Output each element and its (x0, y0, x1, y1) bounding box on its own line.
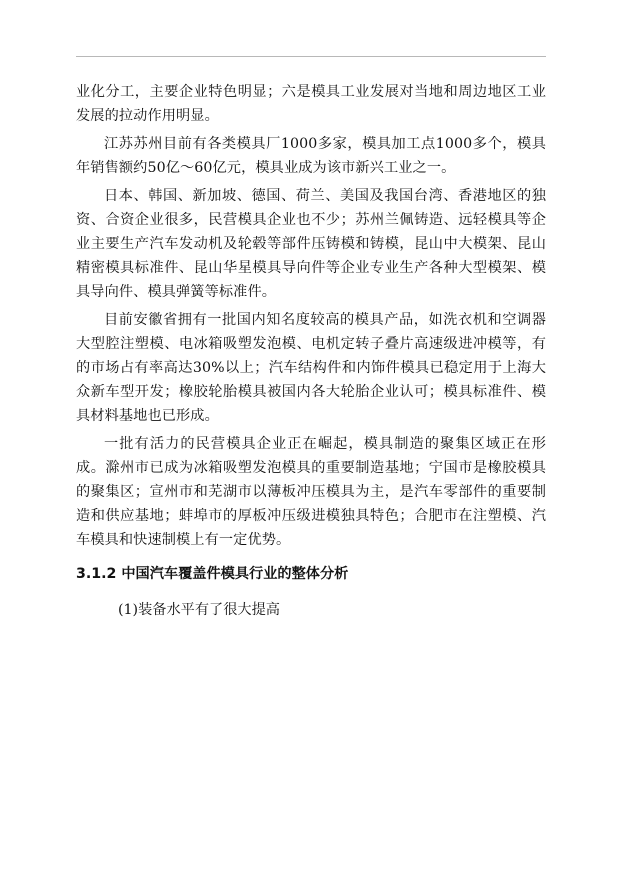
section-heading: 3.1.2 中国汽车覆盖件模具行业的整体分析 (76, 566, 349, 582)
paragraph-3: 日本、韩国、新加坡、德国、荷兰、美国及我国台湾、香港地区的独资、合资企业很多，民营模具企业也不少；苏州兰佩铸造、远轻模具等企业主要生产汽车发动机及轮毂等部件压铸模和铸模，昆山中大模架、昆山精密模具标准件、昆山华星模具导向件等企业专业生产各种大型模架、模具导向件、模具弹簧等标准件。 (76, 188, 546, 300)
paragraph-2: 江苏苏州目前有各类模具厂1000多家，模具加工点1000多个，模具年销售额约50亿～60亿元，模具业成为该市新兴工业之一。 (76, 136, 546, 176)
document-body (76, 80, 546, 622)
subsection-item: (1)装备水平有了很大提高 (118, 602, 280, 618)
header-rule (76, 56, 546, 57)
paragraph-5: 一批有活力的民营模具企业正在崛起，模具制造的聚集区域正在形成。滁州市已成为冰箱吸塑发泡模具的重要制造基地；宁国市是橡胶模具的聚集区；宣州市和芜湖市以薄板冲压模具为主，是汽车零部件的重要制造和供应基地；蚌埠市的厚板冲压级进模独具特色；合肥市在注塑模、汽车模具和快速制模上有一定优势。 (76, 436, 546, 548)
paragraph-4: 目前安徽省拥有一批国内知名度较高的模具产品，如洗衣机和空调器大型腔注塑模、电冰箱吸塑发泡模、电机定转子叠片高速级进冲模等，有的市场占有率高达30%以上；汽车结构件和内饰件模具已稳定用于上海大众新车型开发；橡胶轮胎模具被国内各大轮胎企业认可；模具标准件、模具材料基地也已形成。 (76, 312, 546, 424)
paragraph-1: 业化分工，主要企业特色明显；六是模具工业发展对当地和周边地区工业发展的拉动作用明显。 (76, 84, 546, 124)
